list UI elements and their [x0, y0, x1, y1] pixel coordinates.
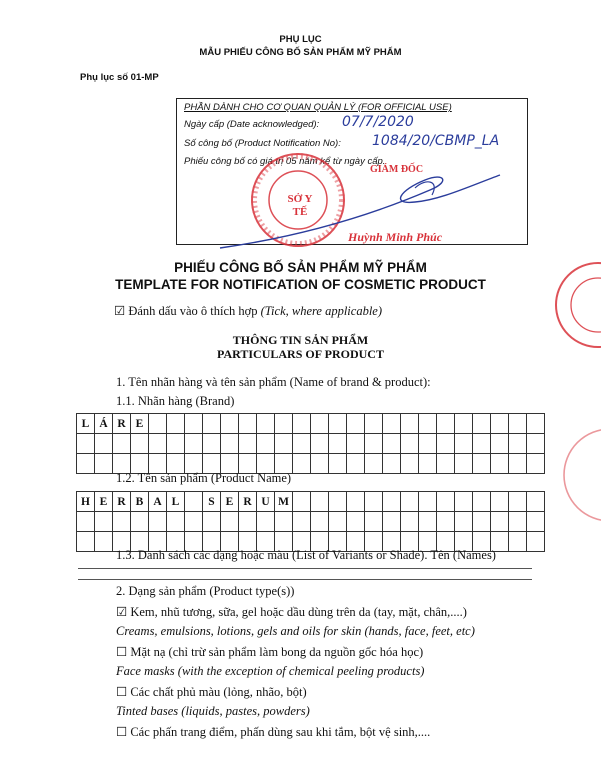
letter-cell [203, 434, 221, 454]
letter-cell [419, 512, 437, 532]
letter-cell [167, 512, 185, 532]
letter-cell [185, 512, 203, 532]
letter-cell [167, 434, 185, 454]
tick-note [114, 303, 382, 319]
option-creams-en: Creams, emulsions, lotions, gels and oils for skin (hands, face, feet, etc) [116, 624, 475, 638]
letter-cell [473, 492, 491, 512]
date-value: 07/7/2020 [342, 114, 414, 130]
option-tinted-bases-en: Tinted bases (liquids, pastes, powders) [116, 704, 310, 718]
blank-line [78, 568, 532, 569]
letter-cell [473, 512, 491, 532]
letter-cell [149, 414, 167, 434]
letter-cell [311, 454, 329, 474]
letter-cell [491, 492, 509, 512]
letter-cell [149, 512, 167, 532]
section-heading-en: PARTICULARS OF PRODUCT [217, 347, 384, 361]
letter-cell: H [77, 492, 95, 512]
blank-line [78, 579, 532, 580]
letter-cell [221, 434, 239, 454]
letter-cell: Á [95, 414, 113, 434]
letter-cell [365, 454, 383, 474]
letter-cell: R [113, 414, 131, 434]
letter-cell [473, 454, 491, 474]
letter-cell [149, 434, 167, 454]
letter-cell [77, 532, 95, 552]
date-label: Ngày cấp (Date acknowledged): [184, 119, 320, 130]
letter-cell [95, 434, 113, 454]
letter-cell [527, 454, 545, 474]
letter-cell [203, 414, 221, 434]
letter-cell [419, 434, 437, 454]
letter-cell: R [113, 492, 131, 512]
validity-note: Phiếu công bố có giá trị 05 năm kể từ ngày cấp. [184, 156, 386, 167]
letter-cell [491, 454, 509, 474]
letter-cell [455, 492, 473, 512]
letter-cell [401, 454, 419, 474]
letter-cell [113, 512, 131, 532]
letter-cell [365, 492, 383, 512]
letter-cell [419, 414, 437, 434]
option-vn: Các phấn trang điểm, phấn dùng sau khi tắm, bột vệ sinh,.... [130, 725, 431, 739]
letter-cell [329, 414, 347, 434]
letter-cell [167, 414, 185, 434]
letter-cell [437, 414, 455, 434]
brand-grid [76, 413, 545, 474]
letter-cell [311, 414, 329, 434]
letter-cell: B [131, 492, 149, 512]
option-vn: Kem, nhũ tương, sữa, gel hoặc dầu dùng trên da (tay, mặt, chân,....) [130, 605, 467, 619]
item-1-1-label: 1.1. Nhãn hàng (Brand) [116, 394, 235, 408]
brand-grid-row [77, 414, 545, 434]
letter-cell [239, 414, 257, 434]
letter-cell [329, 492, 347, 512]
letter-cell [437, 492, 455, 512]
letter-cell [383, 492, 401, 512]
official-use-title: PHẦN DÀNH CHO CƠ QUAN QUẢN LÝ (FOR OFFICIAL USE) [184, 102, 452, 113]
letter-cell [527, 512, 545, 532]
letter-cell [311, 434, 329, 454]
letter-cell [311, 492, 329, 512]
letter-cell [329, 512, 347, 532]
letter-cell [455, 434, 473, 454]
letter-cell [347, 512, 365, 532]
main-title-vn: PHIẾU CÔNG BỐ SẢN PHẨM MỸ PHẨM [174, 260, 427, 275]
option-face-masks-en: Face masks (with the exception of chemical peeling products) [116, 664, 425, 678]
letter-cell [77, 434, 95, 454]
letter-cell [257, 414, 275, 434]
letter-cell [347, 492, 365, 512]
letter-cell [455, 414, 473, 434]
item-1-label: 1. Tên nhãn hàng và tên sản phẩm (Name of brand & product): [116, 375, 431, 389]
letter-cell [329, 454, 347, 474]
letter-cell [437, 454, 455, 474]
option-tinted-bases [116, 684, 307, 700]
checked-box-icon: ☑ [116, 605, 128, 619]
letter-cell [365, 414, 383, 434]
letter-cell [347, 434, 365, 454]
brand-grid-row-empty [77, 434, 545, 454]
letter-cell [455, 454, 473, 474]
letter-cell: S [203, 492, 221, 512]
letter-cell [95, 532, 113, 552]
letter-cell [491, 414, 509, 434]
letter-cell [383, 434, 401, 454]
letter-cell [95, 454, 113, 474]
product-grid-row-empty [77, 512, 545, 532]
letter-cell [509, 414, 527, 434]
item-1-3-label: 1.3. Danh sách các dạng hoặc màu (List of Variants or Shade). Tên (Names) [116, 548, 496, 562]
letter-cell [311, 512, 329, 532]
letter-cell [131, 434, 149, 454]
letter-cell [293, 414, 311, 434]
form-title: MẪU PHIẾU CÔNG BỐ SẢN PHẨM MỸ PHẨM [199, 47, 402, 58]
letter-cell [293, 492, 311, 512]
partial-stamp-right-mid [560, 420, 601, 530]
letter-cell: M [275, 492, 293, 512]
letter-cell [131, 512, 149, 532]
letter-cell [203, 512, 221, 532]
letter-cell [293, 512, 311, 532]
letter-cell [365, 512, 383, 532]
letter-cell [419, 454, 437, 474]
letter-cell [347, 454, 365, 474]
letter-cell [491, 434, 509, 454]
option-face-masks [116, 644, 423, 660]
letter-cell [275, 512, 293, 532]
option-powders [116, 724, 430, 740]
letter-cell [473, 434, 491, 454]
product-name-grid [76, 491, 545, 552]
letter-cell [275, 414, 293, 434]
tick-note-en: (Tick, where applicable) [260, 304, 383, 318]
letter-cell [239, 512, 257, 532]
item-2-label: 2. Dạng sản phẩm (Product type(s)) [116, 584, 295, 598]
letter-cell [437, 512, 455, 532]
letter-cell [293, 454, 311, 474]
letter-cell: L [77, 414, 95, 434]
notification-number-value: 1084/20/CBMP_LA [372, 133, 500, 149]
checked-box-icon: ☑ [114, 304, 126, 318]
notification-number-label: Số công bố (Product Notification No): [184, 138, 341, 149]
letter-cell [401, 512, 419, 532]
option-vn: Mặt nạ (chỉ trừ sản phẩm làm bong da nguồn gốc hóa học) [130, 645, 424, 659]
letter-cell: L [167, 492, 185, 512]
letter-cell [221, 414, 239, 434]
director-name: Huỳnh Minh Phúc [348, 230, 443, 244]
letter-cell: E [95, 492, 113, 512]
letter-cell [95, 512, 113, 532]
stamp-text: SỞ Y TẾ [287, 193, 313, 218]
letter-cell: R [239, 492, 257, 512]
letter-cell [401, 492, 419, 512]
letter-cell [185, 434, 203, 454]
letter-cell [239, 434, 257, 454]
letter-cell: E [131, 414, 149, 434]
letter-cell [455, 512, 473, 532]
letter-cell [293, 434, 311, 454]
letter-cell [491, 512, 509, 532]
letter-cell [419, 492, 437, 512]
director-title: GIÁM ĐỐC [370, 164, 424, 175]
letter-cell [401, 414, 419, 434]
letter-cell [527, 414, 545, 434]
product-grid-row [77, 492, 545, 512]
letter-cell [509, 454, 527, 474]
letter-cell [527, 532, 545, 552]
letter-cell [383, 414, 401, 434]
letter-cell [383, 454, 401, 474]
annex-number: Phụ lục số 01-MP [80, 72, 159, 83]
letter-cell [185, 492, 203, 512]
letter-cell [509, 434, 527, 454]
empty-box-icon: ☐ [116, 645, 128, 659]
letter-cell [401, 434, 419, 454]
letter-cell: A [149, 492, 167, 512]
letter-cell [437, 434, 455, 454]
section-heading-vn: THÔNG TIN SẢN PHẨM [232, 333, 369, 347]
letter-cell [329, 434, 347, 454]
letter-cell [383, 512, 401, 532]
annex-heading: PHỤ LỤC [279, 34, 322, 45]
letter-cell [347, 414, 365, 434]
main-title-en: TEMPLATE FOR NOTIFICATION OF COSMETIC PRODUCT [115, 277, 486, 292]
letter-cell [185, 414, 203, 434]
letter-cell [221, 512, 239, 532]
letter-cell [113, 434, 131, 454]
letter-cell [509, 512, 527, 532]
letter-cell: U [257, 492, 275, 512]
letter-cell [275, 434, 293, 454]
letter-cell [527, 434, 545, 454]
letter-cell [365, 434, 383, 454]
letter-cell [509, 492, 527, 512]
empty-box-icon: ☐ [116, 725, 128, 739]
empty-box-icon: ☐ [116, 685, 128, 699]
option-vn: Các chất phủ màu (lỏng, nhão, bột) [130, 685, 307, 699]
letter-cell [77, 512, 95, 532]
letter-cell [77, 454, 95, 474]
letter-cell [509, 532, 527, 552]
letter-cell [257, 434, 275, 454]
tick-note-text: Đánh dấu vào ô thích hợp [128, 304, 258, 318]
letter-cell [473, 414, 491, 434]
letter-cell [257, 512, 275, 532]
letter-cell [527, 492, 545, 512]
item-1-2-label: 1.2. Tên sản phẩm (Product Name) [116, 471, 292, 485]
letter-cell: E [221, 492, 239, 512]
option-creams [116, 604, 467, 620]
